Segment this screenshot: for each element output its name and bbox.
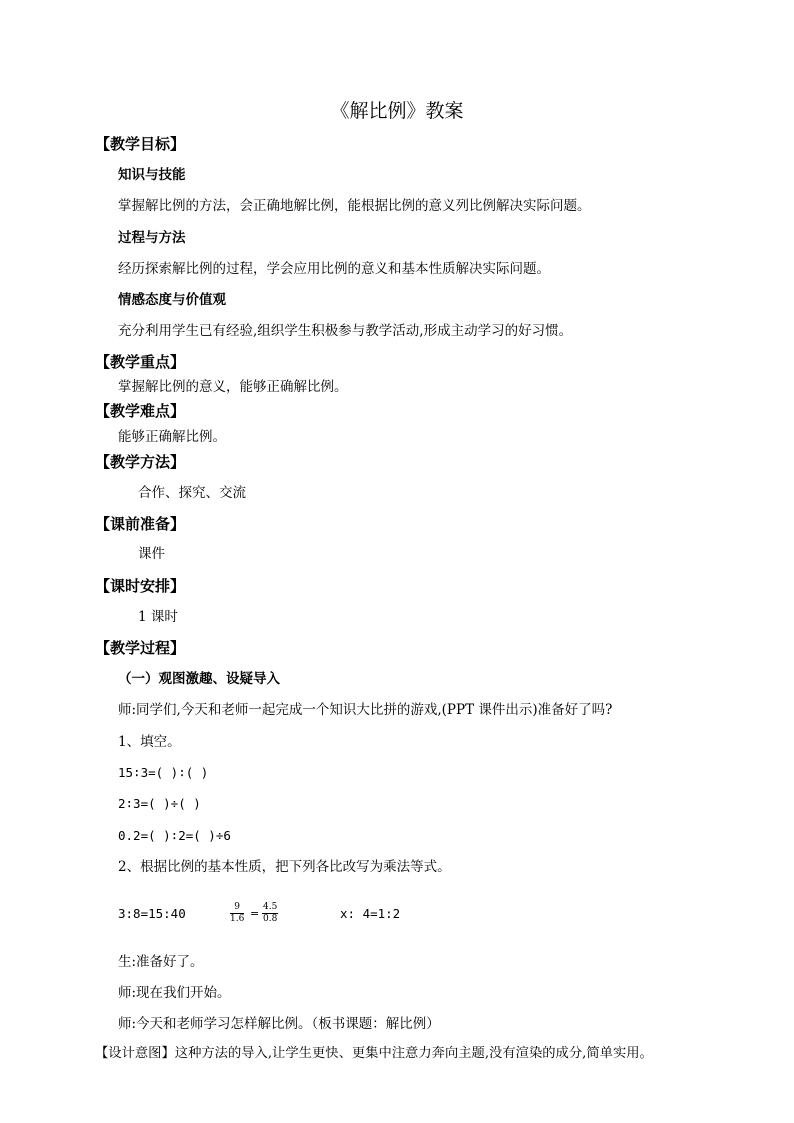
fraction-right-denominator: 0.8 xyxy=(263,914,278,924)
teacher-line-1: 师:同学们,今天和老师一起完成一个知识大比拼的游戏,(PPT 课件出示)准备好了吗? xyxy=(118,702,613,718)
method-text: 合作、探究、交流 xyxy=(138,485,246,501)
student-line: 生:准备好了。 xyxy=(118,954,204,970)
fraction-left-denominator: 1.6 xyxy=(230,914,245,924)
prep-heading: 【课前准备】 xyxy=(95,515,186,533)
method-heading: 【教学方法】 xyxy=(95,453,186,471)
teacher-line-3: 师:今天和老师学习怎样解比例。（板书课题：解比例） xyxy=(118,1016,440,1032)
knowledge-heading: 知识与技能 xyxy=(118,167,186,183)
attitude-heading: 情感态度与价值观 xyxy=(118,292,226,308)
fill-blank-3: 0.2=( )∶2=( )÷6 xyxy=(118,828,231,843)
difficulty-heading: 【教学难点】 xyxy=(95,402,186,420)
fill-blank-2: 2∶3=( )÷( ) xyxy=(118,796,201,811)
knowledge-text: 掌握解比例的方法，会正确地解比例，能根据比例的意义列比例解决实际问题。 xyxy=(118,198,591,214)
difficulty-text: 能够正确解比例。 xyxy=(118,429,226,445)
fraction-right-numerator: 4.5 xyxy=(263,902,278,912)
task-2: 2、根据比例的基本性质，把下列各比改写为乘法等式。 xyxy=(118,859,451,875)
task-1: 1、填空。 xyxy=(118,734,181,750)
step1-heading: （一）观图激趣、设疑导入 xyxy=(118,671,280,687)
process-text: 经历探索解比例的过程，学会应用比例的意义和基本性质解决实际问题。 xyxy=(118,261,550,277)
fill-blank-1: 15∶3=( )∶( ) xyxy=(118,765,209,780)
prep-text: 课件 xyxy=(138,546,165,562)
teacher-line-2: 师:现在我们开始。 xyxy=(118,985,231,1001)
design-intent: 【设计意图】这种方法的导入,让学生更快、更集中注意力奔向主题,没有渲染的成分,简单实用。 xyxy=(95,1046,653,1061)
ratio-expression-1: 3:8=15:40 xyxy=(118,906,186,921)
fraction-left-numerator: 9 xyxy=(230,903,244,914)
fraction-right xyxy=(262,903,278,924)
schedule-heading: 【课时安排】 xyxy=(95,577,186,595)
fraction-left xyxy=(230,903,244,924)
procedure-heading: 【教学过程】 xyxy=(95,639,186,657)
schedule-text: 1 课时 xyxy=(138,609,178,625)
key-text: 掌握解比例的意义，能够正确解比例。 xyxy=(118,379,348,395)
fraction-equals: = xyxy=(250,907,260,920)
key-heading: 【教学重点】 xyxy=(95,353,186,371)
page-title: 《解比例》教案 xyxy=(330,100,464,122)
attitude-text: 充分利用学生已有经验,组织学生积极参与教学活动,形成主动学习的好习惯。 xyxy=(118,323,573,339)
objectives-heading: 【教学目标】 xyxy=(95,135,186,153)
process-heading: 过程与方法 xyxy=(118,230,186,246)
ratio-expression-3: x: 4=1:2 xyxy=(340,906,401,921)
